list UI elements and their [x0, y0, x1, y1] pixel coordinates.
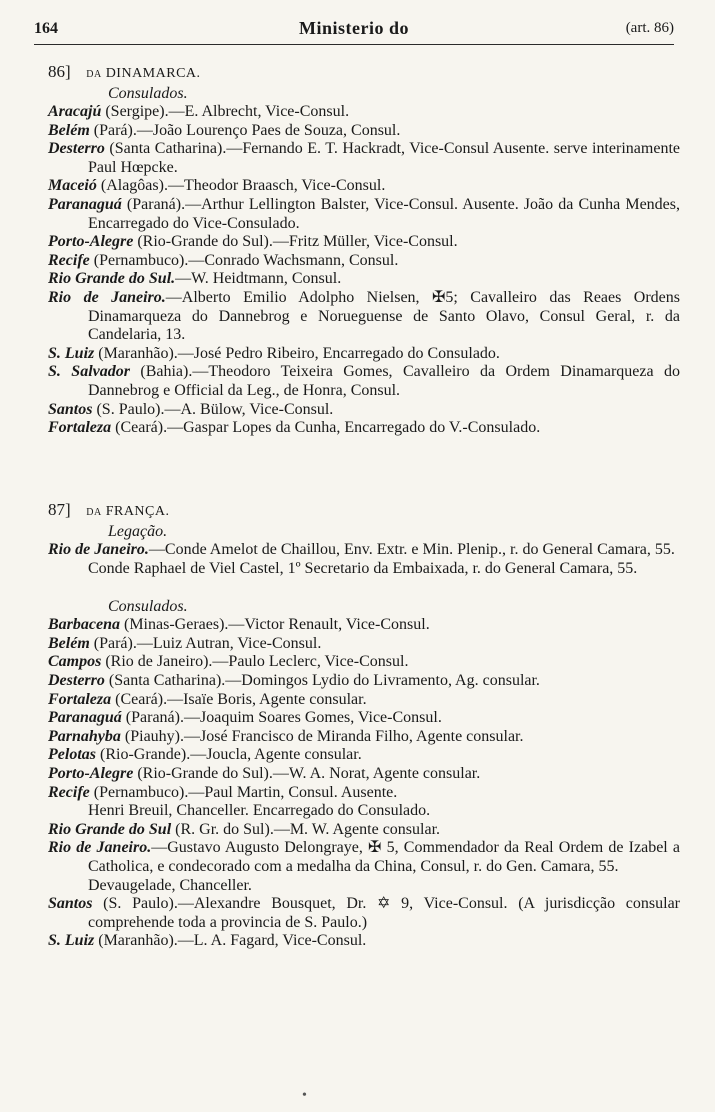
consul-entry — [48, 289, 680, 345]
entry-text: (Maranhão).—José Pedro Ribeiro, Encarregado do Consulado. — [94, 344, 500, 362]
consul-entry — [48, 839, 680, 876]
entry-list — [48, 541, 680, 560]
place-name: S. Luiz — [48, 344, 95, 362]
bottom-ornament: • — [302, 1088, 307, 1103]
entry-text: —W. Heidtmann, Consul. — [175, 270, 342, 288]
consul-entry — [48, 821, 680, 840]
place-name: Rio de Janeiro. — [48, 839, 152, 857]
consul-entry — [48, 419, 680, 438]
entry-text: (Pará).—Luiz Autran, Vice-Consul. — [89, 634, 322, 652]
place-name: S. Luiz — [48, 932, 95, 950]
entry-text: (S. Paulo).—A. Bülow, Vice-Consul. — [92, 400, 334, 418]
entry-text: (Maranhão).—L. A. Fagard, Vice-Consul. — [94, 932, 367, 950]
place-name: S. Salvador — [48, 363, 130, 381]
entry-text: (Pernambuco).—Conrado Wachsmann, Consul. — [89, 251, 399, 269]
consul-entry — [48, 122, 680, 141]
page-number: 164 — [34, 20, 58, 37]
consul-entry — [48, 895, 680, 932]
entry-text: (Alagôas).—Theodor Braasch, Vice-Consul. — [96, 177, 386, 195]
entry-list — [48, 616, 680, 951]
consul-entry — [48, 401, 680, 420]
place-name: Recife — [48, 251, 90, 269]
section-heading — [48, 500, 680, 522]
continuation-line: Conde Raphael de Viel Castel, 1º Secretario da Embaixada, r. do General Camara, 55. — [88, 559, 638, 577]
running-title: Ministerio do — [299, 18, 409, 38]
group-heading: Legação. — [108, 523, 168, 540]
entry-text: (Sergipe).—E. Albrecht, Vice-Consul. — [101, 103, 350, 120]
place-name: Porto-Alegre — [48, 233, 134, 251]
consul-entry — [48, 616, 680, 635]
consul-entry — [48, 270, 680, 289]
section-number: 86] — [48, 62, 71, 81]
consul-entry — [48, 177, 680, 196]
section-country: da FRANÇA. — [86, 504, 170, 519]
place-name: Fortaleza — [48, 690, 112, 708]
place-name: Desterro — [48, 140, 105, 158]
place-name: Santos — [48, 400, 93, 418]
consul-entry — [48, 252, 680, 271]
article-reference: (art. 86) — [625, 20, 674, 36]
place-name: Desterro — [48, 671, 105, 689]
entry-text: —Conde Amelot de Chaillou, Env. Extr. e Min. Plenip., r. do General Camara, 55. — [148, 541, 675, 558]
entry-text: (Paraná).—Joaquim Soares Gomes, Vice-Consul. — [121, 709, 442, 727]
place-name: Fortaleza — [48, 419, 112, 437]
place-name: Paranaguá — [48, 195, 122, 213]
place-name: Rio de Janeiro. — [48, 288, 166, 306]
entry-text: —Alberto Emilio Adolpho Nielsen, ✠5; Cavalleiro das Reaes Ordens Dinamarqueza do Dannebrog e Norueguense de Santo Olavo, Consul Geral, r. da Candelaria, 13. — [88, 288, 680, 344]
continuation-line: Henri Breuil, Chanceller. Encarregado do Consulado. — [88, 802, 431, 820]
entry-text: (Rio-Grande do Sul).—Fritz Müller, Vice-Consul. — [133, 233, 458, 251]
entry-text: (Bahia).—Theodoro Teixeira Gomes, Cavalleiro da Ordem Dinamarqueza do Dannebrog e Official da Leg., de Honra, Consul. — [88, 363, 680, 399]
place-name: Rio Grande do Sul. — [48, 270, 176, 288]
section-heading — [48, 62, 680, 84]
place-name: Rio de Janeiro. — [48, 541, 149, 558]
entry-text: (S. Paulo).—Alexandre Bousquet, Dr. ✡ 9, Vice-Consul. (A jurisdicção consular comprehende toda a provincia de S. Paulo.) — [88, 895, 680, 931]
consul-entry — [48, 672, 680, 691]
place-name: Pelotas — [48, 746, 96, 764]
entry-text: (Minas-Geraes).—Victor Renault, Vice-Consul. — [120, 616, 430, 634]
section-country: da DINAMARCA. — [86, 66, 201, 81]
group-heading: Consulados. — [108, 85, 188, 102]
place-name: Belém — [48, 634, 90, 652]
entry-text: (Pernambuco).—Paul Martin, Consul. Ausente. — [89, 783, 398, 801]
consul-entry — [48, 103, 680, 122]
consul-entry — [48, 345, 680, 364]
entry-text: (Rio-Grande).—Joucla, Agente consular. — [96, 746, 362, 764]
consul-entry — [48, 233, 680, 252]
entry-text: (Rio-Grande do Sul).—W. A. Norat, Agente consular. — [133, 764, 481, 782]
entry-text: (Ceará).—Isaïe Boris, Agente consular. — [111, 690, 367, 708]
place-name: Rio Grande do Sul — [48, 820, 172, 838]
entry-text: (Rio de Janeiro).—Paulo Leclerc, Vice-Consul. — [101, 653, 409, 671]
consul-entry — [48, 541, 680, 560]
consul-entry — [48, 709, 680, 728]
place-name: Recife — [48, 783, 90, 801]
entry-text: (Piauhy).—José Francisco de Miranda Filho, Agente consular. — [120, 727, 524, 745]
place-name: Santos — [48, 895, 93, 913]
place-name: Porto-Alegre — [48, 764, 134, 782]
consul-entry — [48, 765, 680, 784]
place-name: Paranaguá — [48, 709, 122, 727]
consul-entry — [48, 932, 680, 951]
consul-entry — [48, 363, 680, 400]
section-number: 87] — [48, 500, 71, 519]
entry-text: (R. Gr. do Sul).—M. W. Agente consular. — [171, 820, 441, 838]
consul-entry — [48, 728, 680, 747]
consul-entry — [48, 635, 680, 654]
section-dinamarca — [48, 62, 680, 438]
consul-entry — [48, 140, 680, 177]
entry-text: (Santa Catharina).—Domingos Lydio do Livramento, Ag. consular. — [104, 671, 540, 689]
consul-entry — [48, 746, 680, 765]
page-header — [34, 20, 674, 45]
place-name: Belém — [48, 121, 90, 139]
entry-text: —Gustavo Augusto Delongraye, ✠ 5, Commendador da Real Ordem de Izabel a Catholica, e condecorado com a medalha da China, Consul, r. do Gen. Camara, 55. — [88, 839, 681, 875]
entry-text: (Ceará).—Gaspar Lopes da Cunha, Encarregado do V.-Consulado. — [111, 419, 541, 437]
place-name: Maceió — [48, 177, 97, 195]
place-name: Parnahyba — [48, 727, 121, 745]
entry-list — [48, 103, 680, 438]
group-heading: Consulados. — [108, 598, 188, 616]
place-name: Barbacena — [48, 616, 120, 634]
entry-text: (Paraná).—Arthur Lellington Balster, Vice-Consul. Ausente. João da Cunha Mendes, Encarregado do Vice-Consulado. — [88, 195, 680, 232]
place-name: Aracajú — [48, 103, 102, 120]
consul-entry — [48, 784, 680, 803]
section-franca — [48, 500, 680, 951]
consul-entry — [48, 691, 680, 710]
consul-entry — [48, 653, 680, 672]
entry-text: (Santa Catharina).—Fernando E. T. Hackradt, Vice-Consul Ausente. serve interinamente Paul Hœpcke. — [88, 140, 680, 176]
entry-text: (Pará).—João Lourenço Paes de Souza, Consul. — [89, 121, 401, 139]
consul-entry — [48, 196, 680, 233]
place-name: Campos — [48, 653, 102, 671]
continuation-line: Devaugelade, Chanceller. — [88, 876, 252, 894]
